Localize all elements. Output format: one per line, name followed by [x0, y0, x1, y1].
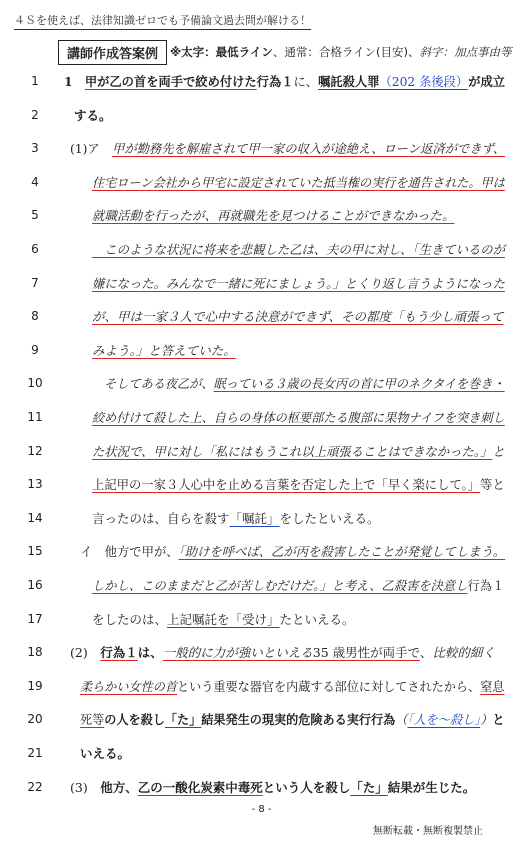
text-segment: 言ったのは、自らを殺す [92, 510, 230, 526]
text-segment: 35 歳男性が両手で [312, 645, 420, 661]
text-segment: 甲が勤務先を解雇されて甲一家の収入が途絶え、ローン返済ができず、 [112, 141, 506, 157]
text-line [0, 204, 523, 228]
text-segment: の人を殺し [104, 712, 165, 728]
text-segment: 、 [419, 645, 433, 661]
line-number: 12 [27, 443, 43, 458]
line-number: 19 [27, 678, 43, 693]
text-segment: (2) [70, 645, 101, 661]
answer-example-label: 講師作成答案例 [58, 40, 167, 65]
text-segment: と [492, 712, 505, 728]
legend-italic: 斜字：加点事由等 [419, 45, 512, 59]
text-line [0, 608, 523, 632]
text-segment: 甲に対し「私にはもうこれ以上頑張ることはできなかった。」 [153, 443, 493, 459]
text-segment: （ [395, 712, 408, 728]
line-text [92, 341, 236, 361]
text-segment: 嫌になった。みんなで一緒に死にましょう。」とくり返し言うようになった [92, 275, 505, 291]
text-line [0, 507, 523, 531]
text-segment: 比較的細く [432, 645, 495, 661]
text-line [0, 406, 523, 430]
line-text [80, 542, 505, 562]
line-text [92, 240, 505, 260]
text-segment: 行為１ [467, 578, 505, 593]
text-line [0, 776, 523, 800]
line-text [92, 576, 504, 596]
text-line [0, 305, 523, 329]
line-number: 16 [27, 578, 43, 592]
line-text [92, 374, 505, 394]
text-segment: た状況で、 [92, 443, 154, 459]
line-text [64, 72, 505, 92]
text-segment: 窒息 [480, 678, 505, 694]
line-text [92, 509, 380, 529]
text-segment: という重要な器官を内蔵する部位に対してされたから、 [177, 678, 481, 694]
line-text [92, 206, 455, 226]
text-line [0, 540, 523, 564]
text-segment: しかし、このままだと乙が苦しむだけだ。」と考え、乙殺害を決意し [92, 578, 468, 593]
text-segment: 上記嘱託を「受け」 [167, 611, 280, 627]
text-line [0, 440, 523, 464]
legend [170, 44, 511, 60]
line-number: 8 [31, 309, 39, 324]
text-segment: 結果発生の現実的危険ある実行行為 [201, 712, 396, 728]
text-line [0, 238, 523, 262]
text-segment: 1 [64, 74, 85, 89]
text-segment: 「助けを呼べば、乙が丙を殺害したことが発覚してしまう。 [178, 544, 506, 560]
line-text [92, 475, 505, 495]
line-text [70, 778, 475, 798]
text-line [0, 641, 523, 665]
text-segment: をしたといえる。 [279, 510, 380, 526]
text-segment: いえる。 [80, 746, 131, 761]
legend-prefix: ※太字 [170, 45, 205, 59]
text-segment: 行為１ [100, 645, 138, 661]
line-text [80, 677, 504, 697]
text-segment: 行為１ [256, 74, 294, 89]
line-number: 22 [27, 779, 43, 794]
line-text [80, 744, 130, 764]
text-line [0, 372, 523, 396]
text-segment: に、 [293, 74, 319, 89]
text-segment: する。 [74, 107, 112, 123]
line-number: 3 [31, 141, 39, 156]
text-segment: 「た」 [350, 779, 388, 795]
text-segment: 「嘱託」 [229, 510, 280, 526]
line-number: 17 [27, 611, 43, 626]
text-segment: 他方、 [100, 779, 138, 795]
text-segment: と [492, 443, 505, 459]
text-segment: 死等 [80, 712, 105, 728]
text-segment: 嘱託殺人罪 [318, 74, 380, 89]
line-number: 10 [27, 376, 43, 391]
line-text [92, 274, 505, 294]
text-segment: 甲が乙の首を両手で絞め付けた [84, 74, 257, 89]
text-line [0, 574, 523, 598]
text-segment: 絞め付けて殺した上、自らの身体の枢要部たる腹部に果物ナイフを突き刺し [92, 410, 505, 425]
line-text [74, 106, 112, 126]
text-line [0, 473, 523, 497]
text-line [0, 104, 523, 128]
line-text [92, 442, 505, 462]
text-segment: 結果が生じた。 [387, 779, 476, 795]
text-segment: 等と [480, 477, 505, 493]
line-number: 14 [27, 510, 43, 525]
line-number: 5 [31, 208, 39, 223]
text-segment: （202 条後段） [379, 74, 469, 89]
text-segment: 住宅ローン会社から甲宅に設定されていた抵当権の実行を通告された。甲は [92, 174, 505, 190]
text-segment: 眠っている３歳の長女丙の首に甲のネクタイを巻き・ [213, 376, 505, 392]
line-number: 21 [27, 746, 43, 760]
text-line [0, 272, 523, 296]
legend-bold: ：最低ライン [204, 45, 273, 59]
line-number: 20 [27, 712, 43, 727]
line-number: 15 [27, 544, 43, 559]
text-line [0, 171, 523, 195]
line-text [92, 173, 505, 193]
line-number: 13 [27, 477, 43, 492]
text-segment: 乙の一酸化炭素中毒死 [137, 779, 263, 795]
line-number: 6 [31, 242, 39, 256]
page-number: - 8 - [251, 804, 272, 815]
line-number: 4 [31, 174, 39, 189]
line-number: 18 [27, 645, 43, 660]
text-segment: (1)ア [70, 141, 113, 157]
line-number: 11 [27, 410, 43, 424]
line-text [80, 710, 504, 730]
text-segment: (3) [70, 779, 101, 795]
text-segment: みよう。」と答えていた。 [92, 342, 236, 358]
text-segment: たといえる。 [279, 611, 355, 627]
text-segment: が成立 [468, 74, 506, 89]
text-segment: イ 他方で甲が、 [80, 544, 179, 560]
copyright-notice: 無断転載・無断複製禁止 [373, 826, 483, 837]
line-number: 7 [31, 275, 39, 290]
line-text [70, 139, 505, 159]
text-segment: 「人を〜殺し」 [407, 712, 481, 728]
text-segment: ） [480, 712, 493, 728]
text-segment: 就職活動を行ったが、再就職先を見つけることができなかった。 [92, 208, 455, 224]
text-line [0, 742, 523, 766]
line-number: 2 [31, 107, 39, 122]
text-line [0, 339, 523, 363]
line-number: 9 [31, 342, 39, 357]
text-segment: をしたのは、 [92, 611, 168, 627]
text-segment: 上記甲の一家３人心中を止める言葉を否定した上で [92, 477, 376, 493]
text-segment: 「早く楽にして。」 [375, 477, 481, 493]
text-line [0, 708, 523, 732]
text-segment: が、甲は一家３人で心中する決意ができず、その都度「もう少し頑張って [92, 309, 504, 325]
legend-normal: 、通常：合格ライン(目安)、 [272, 45, 420, 59]
text-line [0, 70, 523, 94]
line-text [70, 643, 495, 663]
text-segment: 柔らかい女性の首 [80, 678, 178, 694]
text-line [0, 137, 523, 161]
text-segment: 一般的に力が強いといえる [162, 645, 313, 661]
line-text [92, 307, 504, 327]
text-segment: そしてある夜乙が、 [92, 376, 214, 392]
text-segment: 「た」 [164, 712, 202, 728]
page-header: ４Ｓを使えば、法律知識ゼロでも予備論文過去問が解ける！ [14, 12, 311, 30]
text-line [0, 675, 523, 699]
text-segment: このような状況に将来を悲観した乙は、夫の甲に対し、「生きているのが [92, 242, 505, 257]
text-segment: は、 [137, 645, 163, 661]
line-text [92, 408, 505, 428]
line-text [92, 610, 355, 630]
line-number: 1 [31, 74, 39, 88]
text-segment: という人を殺し [262, 779, 351, 795]
